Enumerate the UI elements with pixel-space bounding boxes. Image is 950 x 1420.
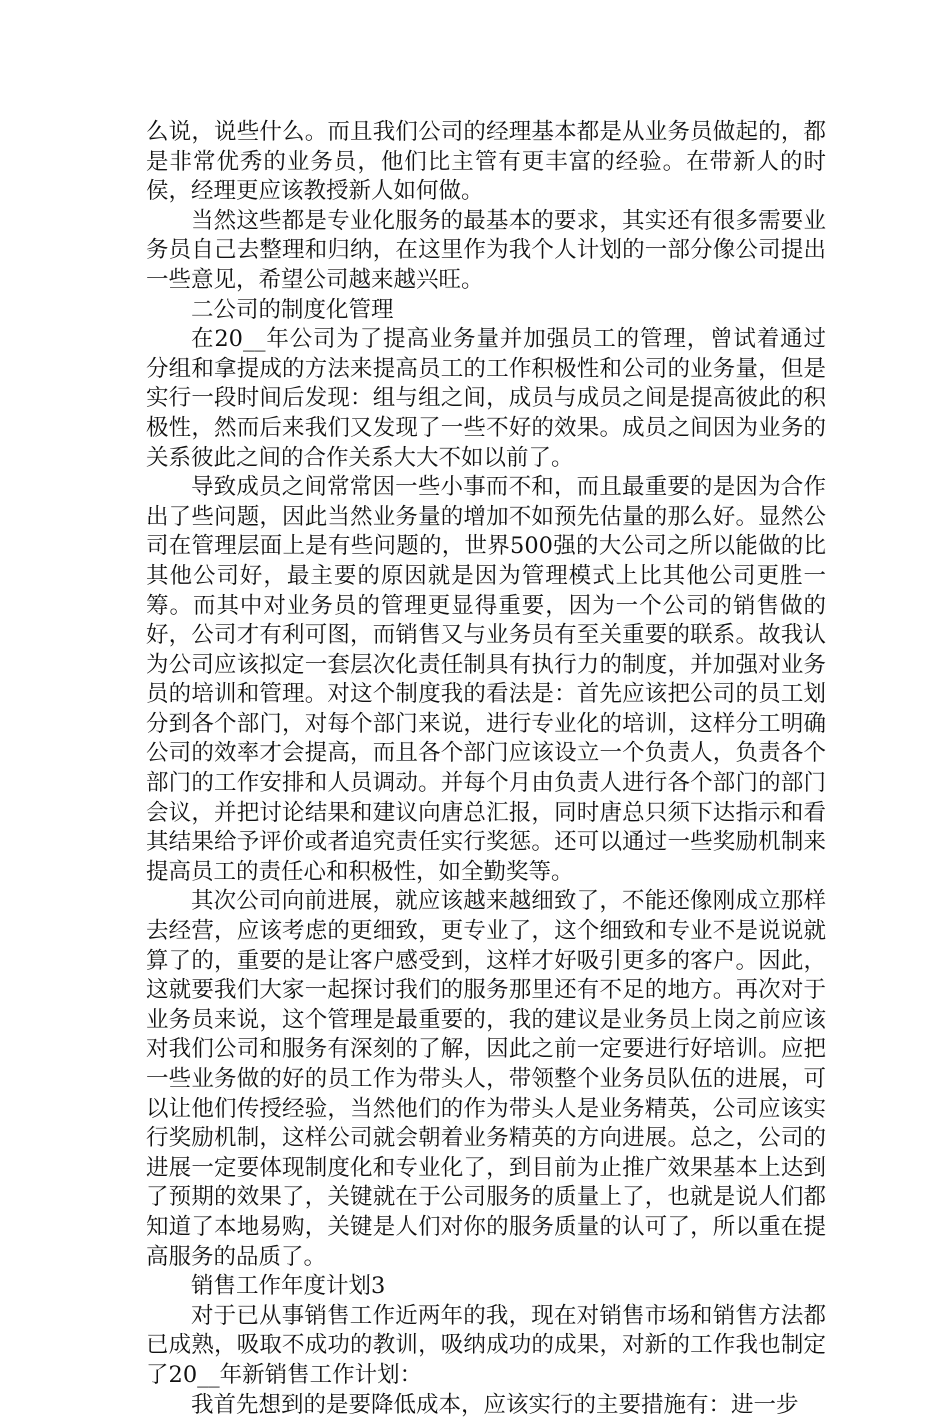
paragraph-6: 对于已从事销售工作近两年的我，现在对销售市场和销售方法都已成熟，吸取不成功的教训，吸纳成功的成果，对新的工作我也制定了20__年新销售工作计划：	[146, 1302, 826, 1388]
paragraph-1: 么说，说些什么。而且我们公司的经理基本都是从业务员做起的，都是非常优秀的业务员，他们比主管有更丰富的经验。在带新人的时侯，经理更应该教授新人如何做。	[146, 119, 826, 205]
section-heading-annual-plan-3: 销售工作年度计划3	[191, 1273, 386, 1300]
paragraph-4: 导致成员之间常常因一些小事而不和，而且最重要的是因为合作出了些问题，因此当然业务量的增加不如预先估量的那么好。显然公司在管理层面上是有些问题的，世界500强的大公司之所以能做的比其他公司好，最主要的原因就是因为管理模式上比其他公司更胜一筹。而其中对业务员的管理更显得重要，因为一个公司的销售做的好，公司才有利可图，而销售又与业务员有至关重要的联系。故我认为公司应该拟定一套层次化责任制具有执行力的制度，并加强对业务员的培训和管理。对这个制度我的看法是：首先应该把公司的员工划分到各个部门，对每个部门来说，进行专业化的培训，这样分工明确公司的效率才会提高，而且各个部门应该设立一个负责人，负责各个部门的工作安排和人员调动。并每个月由负责人进行各个部门的部门会议，并把讨论结果和建议向唐总汇报，同时唐总只须下达指示和看其结果给予评价或者追究责任实行奖惩。还可以通过一些奖励机制来提高员工的责任心和积极性，如全勤奖等。	[146, 474, 826, 885]
document-page	[146, 118, 826, 1420]
paragraph-5: 其次公司向前进展，就应该越来越细致了，不能还像刚成立那样去经营，应该考虑的更细致，更专业了，这个细致和专业不是说说就算了的，重要的是让客户感受到，这样才好吸引更多的客户。因此，这就要我们大家一起探讨我们的服务那里还有不足的地方。再次对于业务员来说，这个管理是最重要的，我的建议是业务员上岗之前应该对我们公司和服务有深刻的了解，因此之前一定要进行好培训。应把一些业务做的好的员工作为带头人，带领整个业务员队伍的进展，可以让他们传授经验，当然他们的作为带头人是业务精英，公司应该实行奖励机制，这样公司就会朝着业务精英的方向进展。总之，公司的进展一定要体现制度化和专业化了，到目前为止推广效果基本上达到了预期的效果了，关键就在于公司服务的质量上了，也就是说人们都知道了本地易购，关键是人们对你的服务质量的认可了，所以重在提高服务的品质了。	[146, 888, 826, 1270]
paragraph-2: 当然这些都是专业化服务的最基本的要求，其实还有很多需要业务员自己去整理和归纳，在这里作为我个人计划的一部分像公司提出一些意见，希望公司越来越兴旺。	[146, 207, 826, 293]
section-heading-institutional-management: 二公司的制度化管理	[191, 296, 394, 323]
paragraph-3: 在20__年公司为了提高业务量并加强员工的管理，曾试着通过分组和拿提成的方法来提高员工的工作积极性和公司的业务量，但是实行一段时间后发现：组与组之间，成员与成员之间是提高彼此的积极性，然而后来我们又发现了一些不好的效果。成员之间因为业务的关系彼此之间的合作关系大大不如以前了。	[146, 326, 826, 471]
paragraph-7: 我首先想到的是要降低成本，应该实行的主要措施有：进一步	[191, 1391, 799, 1418]
